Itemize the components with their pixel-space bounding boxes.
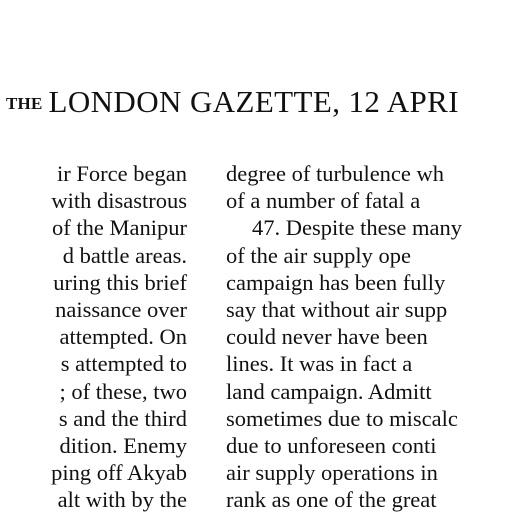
- text-line: ; of these, two: [59, 378, 187, 404]
- text-line: air supply operations in: [226, 460, 438, 486]
- text-line: dition. Enemy: [59, 432, 187, 458]
- text-line: could never have been: [226, 324, 428, 350]
- text-line: campaign has been fully: [226, 269, 446, 295]
- text-line: degree of turbulence wh: [226, 161, 445, 186]
- text-line: of the Manipur: [52, 215, 187, 241]
- header-the: THE: [6, 94, 43, 113]
- text-line: s and the third: [58, 405, 187, 431]
- text-line: due to unforeseen conti: [226, 432, 437, 458]
- text-line: d battle areas.: [62, 242, 187, 268]
- right-column: [226, 160, 462, 513]
- text-line: uring this brief: [53, 269, 187, 295]
- text-line: sometimes due to miscalc: [226, 405, 458, 431]
- text-line: ir Force began: [57, 161, 187, 186]
- text-line: of the air supply ope: [226, 242, 411, 268]
- text-line: say that without air supp: [226, 296, 448, 322]
- text-line: alt with by the: [57, 487, 187, 513]
- text-line: land campaign. Admitt: [226, 378, 432, 404]
- gazette-header: [6, 86, 459, 117]
- text-line: of a number of fatal a: [226, 188, 421, 214]
- paragraph-start-line: 47. Despite these many: [252, 215, 462, 241]
- header-title: LONDON GAZETTE, 12 APRI: [48, 84, 459, 119]
- text-line: with disastrous: [51, 188, 187, 214]
- text-line: attempted. On: [59, 324, 187, 350]
- text-line: naissance over: [55, 296, 187, 322]
- text-line: ping off Akyab: [51, 460, 187, 486]
- text-line: lines. It was in fact a: [226, 351, 413, 377]
- left-column: [51, 160, 187, 513]
- text-line: s attempted to: [60, 351, 187, 377]
- text-line: rank as one of the great: [226, 487, 437, 513]
